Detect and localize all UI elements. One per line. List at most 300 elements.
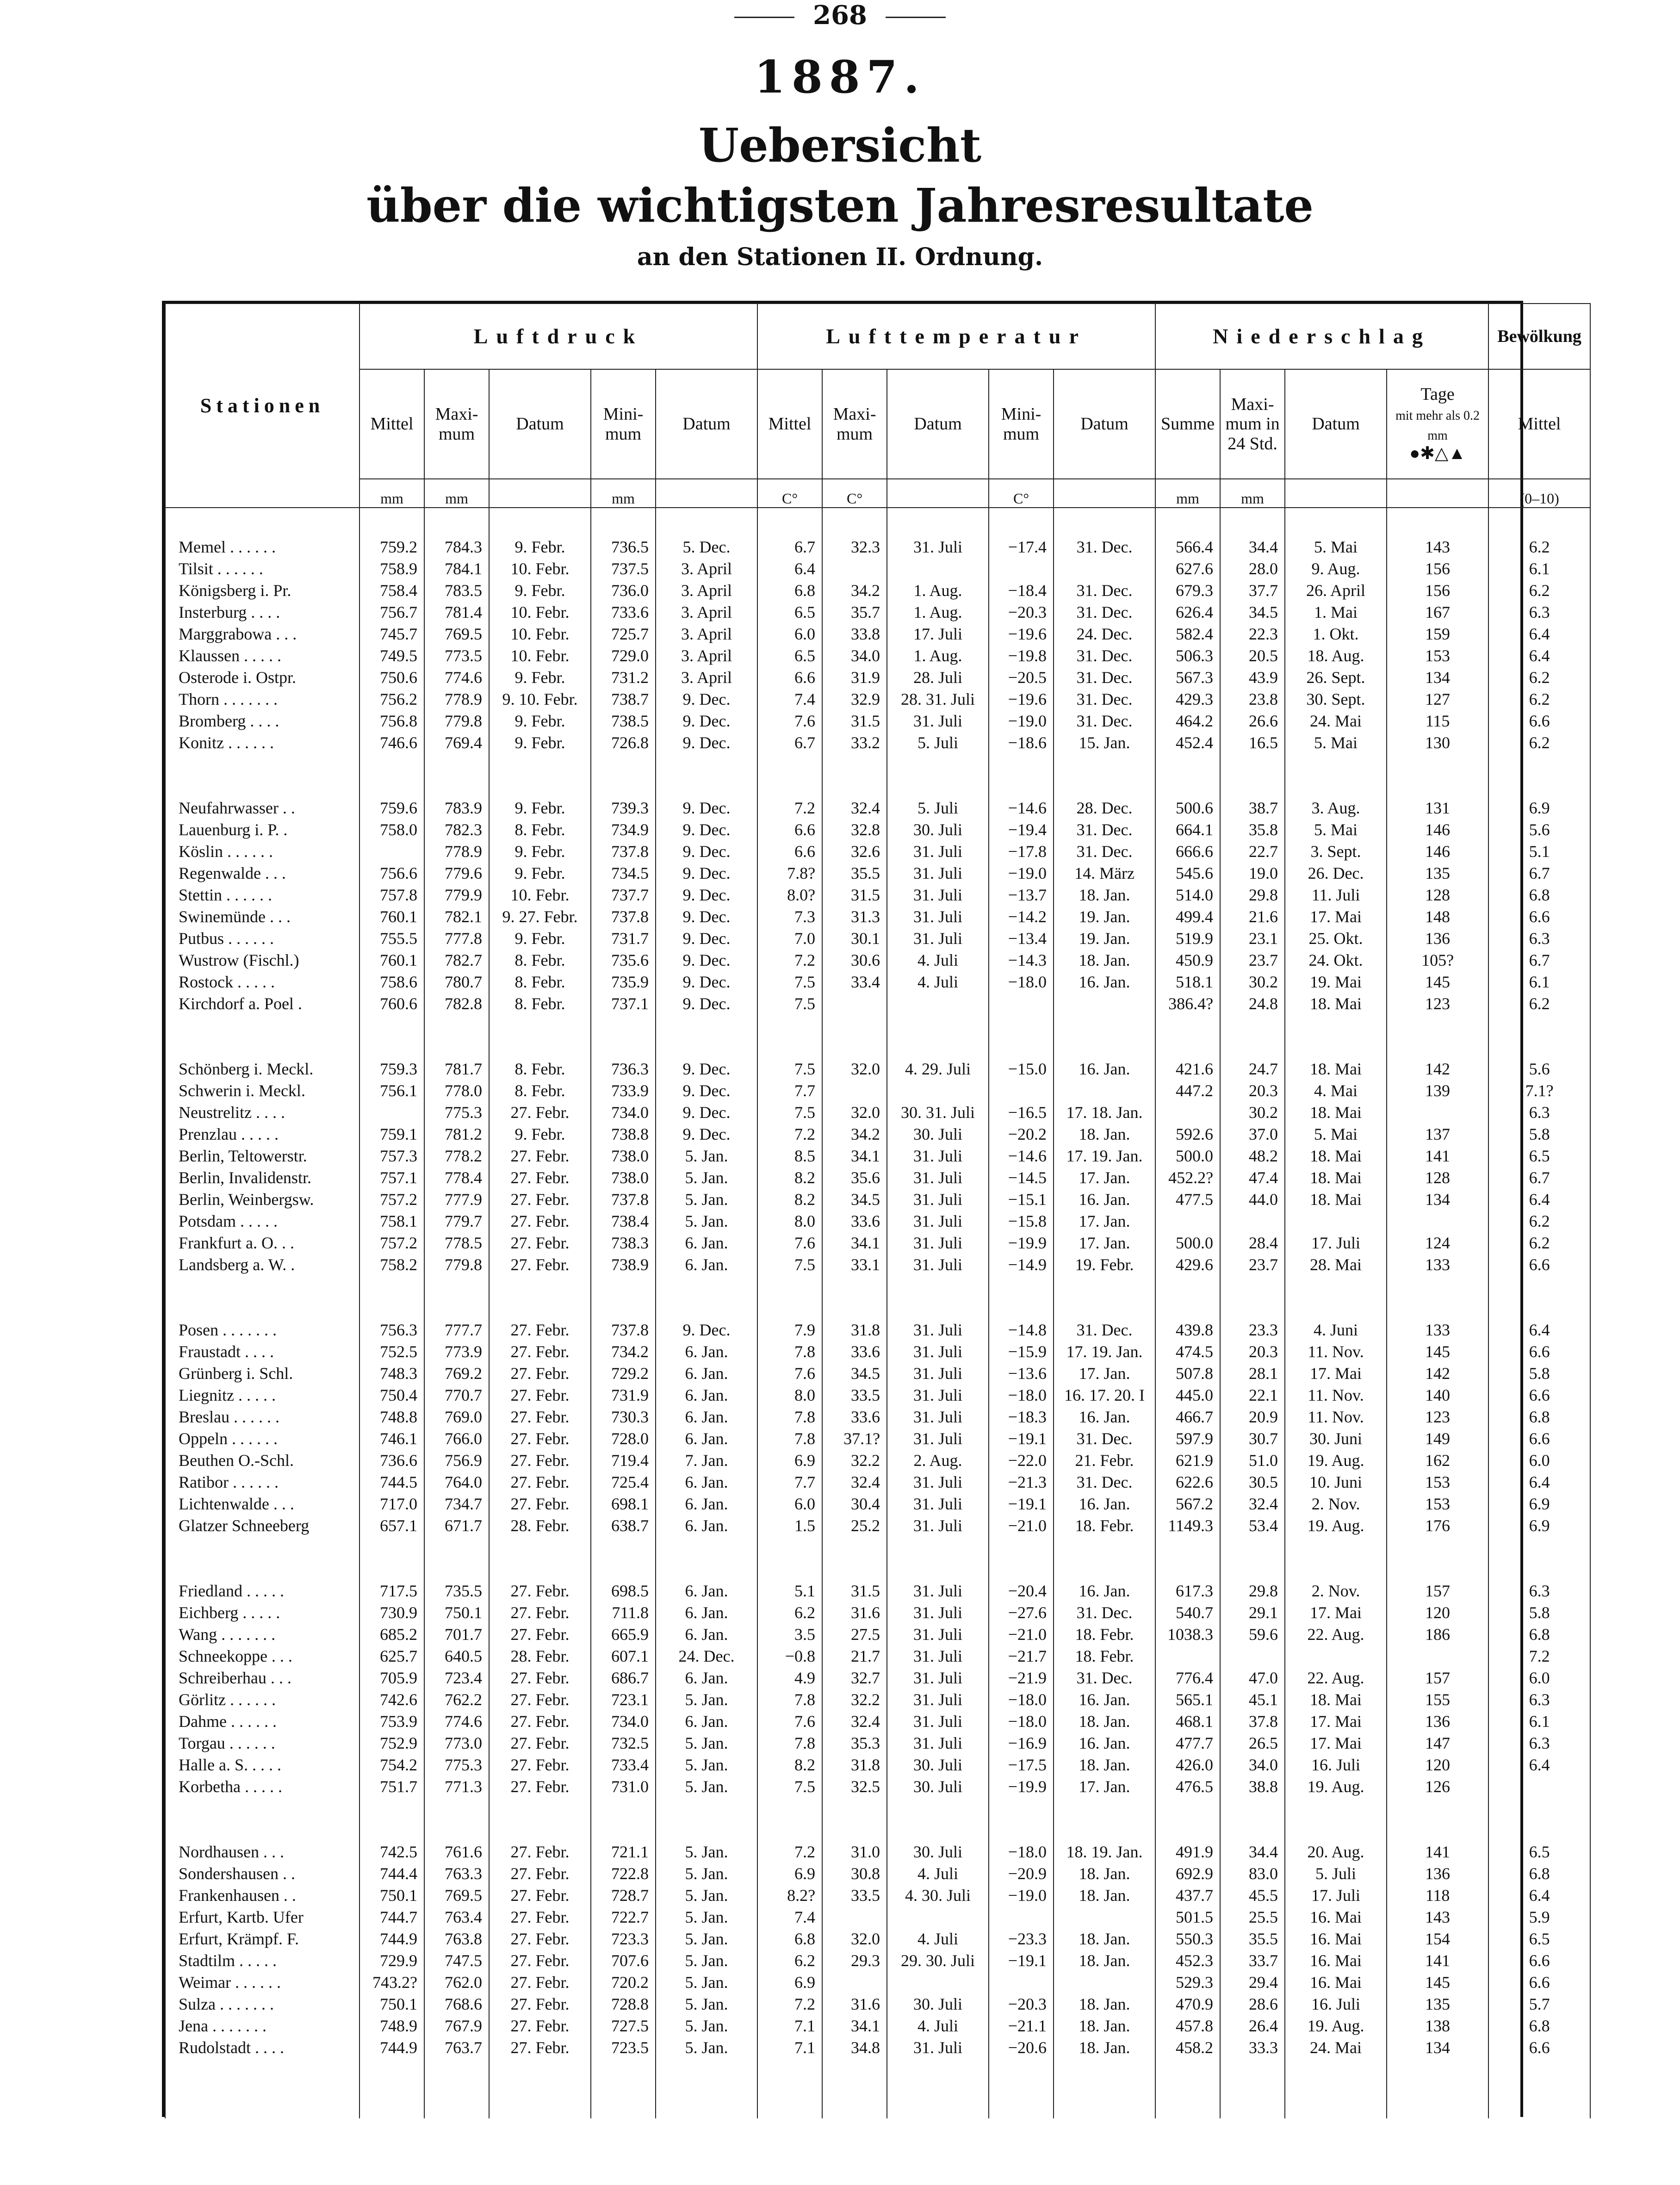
table-cell: 33.3: [1220, 2036, 1285, 2058]
table-cell: 27. Febr.: [489, 1254, 591, 1275]
table-cell: 4. Mai: [1285, 1080, 1387, 1101]
table-cell: 770.7: [424, 1384, 489, 1406]
temp-max-header: Maxi- mum: [822, 369, 887, 479]
table-cell: 685.2: [360, 1623, 424, 1645]
table-cell: −17.8: [989, 840, 1054, 862]
table-cell: 59.6: [1220, 1623, 1285, 1645]
table-row: [165, 1906, 1590, 1928]
table-cell: 18. Mai: [1285, 1688, 1387, 1710]
table-cell: 19. Aug.: [1285, 1449, 1387, 1471]
table-cell: 8.0?: [757, 884, 822, 906]
table-cell: 145: [1387, 971, 1488, 993]
table-cell: 17. 19. Jan.: [1054, 1145, 1155, 1167]
station-name: Marggrabowa . . .: [165, 623, 360, 645]
table-cell: 9. Dec.: [656, 710, 757, 732]
table-cell: 6.3: [1488, 1732, 1590, 1754]
table-cell: 18. Aug.: [1285, 645, 1387, 666]
station-name: Halle a. S. . . . .: [165, 1754, 360, 1775]
table-cell: 784.3: [424, 536, 489, 558]
table-cell: 24. Mai: [1285, 2036, 1387, 2058]
table-cell: 7.5: [757, 1101, 822, 1123]
table-cell: 34.0: [1220, 1754, 1285, 1775]
table-cell: 726.8: [591, 732, 656, 753]
table-cell: 20.5: [1220, 645, 1285, 666]
table-cell: −20.9: [989, 1862, 1054, 1884]
table-cell: 6.2: [1488, 666, 1590, 688]
table-cell: 16. Jan.: [1054, 1058, 1155, 1080]
table-cell: 744.7: [360, 1906, 424, 1928]
table-cell: 30. Juli: [887, 1754, 989, 1775]
table-cell: 758.2: [360, 1254, 424, 1275]
pressure-max-header: Maxi- mum: [424, 369, 489, 479]
table-cell: 6.0: [757, 1493, 822, 1515]
table-cell: 9. Dec.: [656, 906, 757, 927]
table-cell: 7.4: [757, 1906, 822, 1928]
table-cell: 9. Febr.: [489, 797, 591, 819]
table-cell: −13.7: [989, 884, 1054, 906]
table-cell: 48.2: [1220, 1145, 1285, 1167]
table-cell: 6. Jan.: [656, 1406, 757, 1428]
table-row: [165, 1406, 1590, 1428]
table-cell: 8. Febr.: [489, 1080, 591, 1101]
table-cell: 31. Juli: [887, 1688, 989, 1710]
table-cell: 24.8: [1220, 993, 1285, 1014]
table-row: [165, 1210, 1590, 1232]
table-cell: 746.6: [360, 732, 424, 753]
station-name: Berlin, Weinbergsw.: [165, 1188, 360, 1210]
table-cell: 11. Nov.: [1285, 1406, 1387, 1428]
table-cell: 3. April: [656, 645, 757, 666]
table-cell: 735.6: [591, 949, 656, 971]
station-name: Korbetha . . . . .: [165, 1775, 360, 1797]
table-cell: 31. Juli: [887, 1384, 989, 1406]
station-name: Posen . . . . . . .: [165, 1319, 360, 1341]
group-spacer: [165, 508, 1590, 536]
table-cell: 19. Aug.: [1285, 1775, 1387, 1797]
table-cell: −27.6: [989, 1602, 1054, 1623]
table-cell: 28.1: [1220, 1362, 1285, 1384]
table-cell: 7.8: [757, 1428, 822, 1449]
table-cell: 27. Febr.: [489, 2015, 591, 2036]
table-cell: 778.9: [424, 688, 489, 710]
table-cell: 18. Jan.: [1054, 884, 1155, 906]
table-cell: 21. Febr.: [1054, 1449, 1155, 1471]
table-cell: [1054, 993, 1155, 1014]
table-cell: 45.1: [1220, 1688, 1285, 1710]
table-cell: [1054, 1906, 1155, 1928]
table-cell: 756.8: [360, 710, 424, 732]
table-cell: 18. Mai: [1285, 1058, 1387, 1080]
table-cell: 32.0: [822, 1101, 887, 1123]
table-cell: 723.1: [591, 1688, 656, 1710]
table-cell: [1054, 558, 1155, 579]
table-cell: 6.4: [1488, 1471, 1590, 1493]
table-cell: 780.7: [424, 971, 489, 993]
table-row: [165, 993, 1590, 1014]
table-row: [165, 1884, 1590, 1906]
table-cell: 747.5: [424, 1949, 489, 1971]
table-cell: 20. Aug.: [1285, 1841, 1387, 1862]
table-cell: 9. Febr.: [489, 710, 591, 732]
table-cell: 27. Febr.: [489, 1775, 591, 1797]
table-cell: 731.2: [591, 666, 656, 688]
table-cell: 34.8: [822, 2036, 887, 2058]
table-cell: 625.7: [360, 1645, 424, 1667]
table-cell: 9. Febr.: [489, 840, 591, 862]
table-cell: 6.4: [1488, 623, 1590, 645]
station-name: Klaussen . . . . .: [165, 645, 360, 666]
table-cell: 32.4: [1220, 1493, 1285, 1515]
table-cell: 627.6: [1155, 558, 1220, 579]
table-cell: 7.5: [757, 1775, 822, 1797]
table-cell: 8. Febr.: [489, 971, 591, 993]
table-cell: 750.1: [424, 1602, 489, 1623]
table-cell: 421.6: [1155, 1058, 1220, 1080]
table-cell: 6. Jan.: [656, 1362, 757, 1384]
table-cell: 6.8: [1488, 1623, 1590, 1645]
table-row: [165, 1254, 1590, 1275]
table-cell: −14.2: [989, 906, 1054, 927]
table-cell: −20.4: [989, 1580, 1054, 1602]
table-cell: 27. Febr.: [489, 1906, 591, 1928]
table-cell: 698.1: [591, 1493, 656, 1515]
table-cell: 782.8: [424, 993, 489, 1014]
table-cell: 16. Juli: [1285, 1754, 1387, 1775]
table-cell: 748.8: [360, 1406, 424, 1428]
station-name: Rudolstadt . . . .: [165, 2036, 360, 2058]
table-cell: 6.6: [1488, 1949, 1590, 1971]
table-cell: 16. Mai: [1285, 1971, 1387, 1993]
table-cell: 16. Jan.: [1054, 1493, 1155, 1515]
table-cell: 734.7: [424, 1493, 489, 1515]
table-cell: 782.1: [424, 906, 489, 927]
table-cell: 7.2: [757, 797, 822, 819]
table-cell: 31. Juli: [887, 1732, 989, 1754]
table-cell: 750.4: [360, 1384, 424, 1406]
table-cell: [1155, 1210, 1220, 1232]
table-cell: −15.0: [989, 1058, 1054, 1080]
table-cell: 763.4: [424, 1906, 489, 1928]
table-cell: −20.6: [989, 2036, 1054, 2058]
table-cell: 621.9: [1155, 1449, 1220, 1471]
table-cell: 27. Febr.: [489, 1667, 591, 1688]
table-cell: 29. 30. Juli: [887, 1949, 989, 1971]
table-row: [165, 645, 1590, 666]
table-cell: 730.3: [591, 1406, 656, 1428]
precip-sum-header: Summe: [1155, 369, 1220, 479]
table-row: [165, 579, 1590, 601]
table-row: [165, 1058, 1590, 1080]
table-cell: 30.5: [1220, 1471, 1285, 1493]
table-row: [165, 2036, 1590, 2058]
table-row: [165, 1428, 1590, 1449]
table-cell: 6. Jan.: [656, 1602, 757, 1623]
pressure-max-date-header: Datum: [489, 369, 591, 479]
table-cell: 30. 31. Juli: [887, 1101, 989, 1123]
table-cell: 728.7: [591, 1884, 656, 1906]
niederschlag-header: Niederschlag: [1155, 304, 1488, 369]
table-cell: 8. Febr.: [489, 993, 591, 1014]
table-cell: 6.5: [1488, 1841, 1590, 1862]
table-cell: 27. Febr.: [489, 1754, 591, 1775]
table-cell: 25.2: [822, 1515, 887, 1536]
table-cell: 17. Mai: [1285, 1732, 1387, 1754]
table-cell: 500.0: [1155, 1232, 1220, 1254]
table-cell: 10. Juni: [1285, 1471, 1387, 1493]
table-cell: 31. Dec.: [1054, 819, 1155, 840]
table-cell: 3. Sept.: [1285, 840, 1387, 862]
table-cell: 7.5: [757, 993, 822, 1014]
table-cell: 35.8: [1220, 819, 1285, 840]
table-cell: 5. Mai: [1285, 819, 1387, 840]
table-cell: 24. Mai: [1285, 710, 1387, 732]
table-cell: 31.6: [822, 1993, 887, 2015]
table-row: [165, 1384, 1590, 1406]
table-cell: 6. Jan.: [656, 1254, 757, 1275]
table-cell: 622.6: [1155, 1471, 1220, 1493]
table-cell: 728.8: [591, 1993, 656, 2015]
table-cell: 781.7: [424, 1058, 489, 1080]
table-cell: 777.8: [424, 927, 489, 949]
table-cell: 31. Dec.: [1054, 1471, 1155, 1493]
table-cell: 31. Juli: [887, 1667, 989, 1688]
table-cell: 34.1: [822, 1232, 887, 1254]
table-cell: 28.6: [1220, 1993, 1285, 2015]
table-cell: 18. Jan.: [1054, 2015, 1155, 2036]
table-cell: 6.2: [1488, 732, 1590, 753]
table-cell: 30. Juli: [887, 1993, 989, 2015]
table-cell: 31. Juli: [887, 1188, 989, 1210]
table-cell: 10. Febr.: [489, 884, 591, 906]
table-row: [165, 2015, 1590, 2036]
table-cell: 31. Juli: [887, 840, 989, 862]
bewoelkung-header: Bewölkung: [1488, 304, 1590, 369]
table-cell: 123: [1387, 993, 1488, 1014]
table-cell: 6.2: [1488, 1210, 1590, 1232]
table-cell: 779.8: [424, 710, 489, 732]
precip-days-header: [1387, 369, 1488, 479]
table-cell: 120: [1387, 1602, 1488, 1623]
table-cell: 756.1: [360, 1080, 424, 1101]
table-cell: 28. Dec.: [1054, 797, 1155, 819]
table-cell: 5. Juli: [887, 732, 989, 753]
table-cell: 5. Jan.: [656, 1884, 757, 1906]
table-cell: 143: [1387, 1906, 1488, 1928]
table-cell: [1054, 1971, 1155, 1993]
table-cell: 514.0: [1155, 884, 1220, 906]
table-cell: 136: [1387, 1862, 1488, 1884]
table-cell: 31.3: [822, 906, 887, 927]
table-cell: 1. Mai: [1285, 601, 1387, 623]
temp-min-header: Mini- mum: [989, 369, 1054, 479]
table-cell: 6.9: [757, 1449, 822, 1471]
temp-max-date-header: Datum: [887, 369, 989, 479]
table-cell: −18.3: [989, 1406, 1054, 1428]
table-cell: 1. Aug.: [887, 601, 989, 623]
table-cell: 477.7: [1155, 1732, 1220, 1754]
table-cell: 4. 29. Juli: [887, 1058, 989, 1080]
table-cell: 6.8: [757, 1928, 822, 1949]
unit-mm: mm: [591, 479, 656, 508]
table-cell: 8.0: [757, 1384, 822, 1406]
table-cell: 18. Jan.: [1054, 1993, 1155, 2015]
table-cell: 31.8: [822, 1754, 887, 1775]
table-cell: 5. Jan.: [656, 1688, 757, 1710]
station-name: Erfurt, Krämpf. F.: [165, 1928, 360, 1949]
table-cell: 27. Febr.: [489, 1101, 591, 1123]
table-cell: 11. Nov.: [1285, 1384, 1387, 1406]
table-cell: 736.5: [591, 536, 656, 558]
table-cell: 146: [1387, 819, 1488, 840]
table-cell: 776.4: [1155, 1667, 1220, 1688]
station-name: Insterburg . . . .: [165, 601, 360, 623]
table-cell: 27. Febr.: [489, 1341, 591, 1362]
table-cell: 7.8: [757, 1688, 822, 1710]
table-cell: 18. Mai: [1285, 1101, 1387, 1123]
table-cell: 734.0: [591, 1101, 656, 1123]
table-cell: 774.6: [424, 666, 489, 688]
table-cell: 17. Mai: [1285, 1710, 1387, 1732]
table-cell: 5.9: [1488, 1906, 1590, 1928]
table-cell: 5. Jan.: [656, 1841, 757, 1862]
table-cell: 126: [1387, 1775, 1488, 1797]
table-cell: 6.8: [1488, 1862, 1590, 1884]
table-cell: 6.7: [1488, 949, 1590, 971]
table-cell: 27. Febr.: [489, 1710, 591, 1732]
table-cell: −20.3: [989, 601, 1054, 623]
group-spacer: [165, 1014, 1590, 1058]
table-cell: 155: [1387, 1688, 1488, 1710]
table-cell: 6.2: [757, 1949, 822, 1971]
table-cell: 31. Juli: [887, 1254, 989, 1275]
table-cell: 6.7: [1488, 1167, 1590, 1188]
table-cell: 567.3: [1155, 666, 1220, 688]
table-cell: 27. Febr.: [489, 1688, 591, 1710]
station-name: Ratibor . . . . . .: [165, 1471, 360, 1493]
table-row: [165, 1645, 1590, 1667]
table-cell: 22.3: [1220, 623, 1285, 645]
table-cell: 18. 19. Jan.: [1054, 1841, 1155, 1862]
table-cell: 6.6: [1488, 1971, 1590, 1993]
table-cell: 6. Jan.: [656, 1341, 757, 1362]
table-cell: 507.8: [1155, 1362, 1220, 1384]
table-cell: 7.9: [757, 1319, 822, 1341]
table-cell: 540.7: [1155, 1602, 1220, 1623]
table-row: [165, 862, 1590, 884]
table-cell: 128: [1387, 884, 1488, 906]
table-cell: 16.5: [1220, 732, 1285, 753]
table-cell: 769.4: [424, 732, 489, 753]
table-cell: 6.3: [1488, 601, 1590, 623]
table-cell: 33.6: [822, 1341, 887, 1362]
table-cell: 16. Jan.: [1054, 1732, 1155, 1754]
table-cell: 6.6: [1488, 1384, 1590, 1406]
table-cell: 1. Okt.: [1285, 623, 1387, 645]
table-cell: 17. Jan.: [1054, 1232, 1155, 1254]
table-cell: 18. Mai: [1285, 1167, 1387, 1188]
station-name: Wustrow (Fischl.): [165, 949, 360, 971]
table-cell: 28. Febr.: [489, 1515, 591, 1536]
table-cell: 35.6: [822, 1167, 887, 1188]
table-cell: 7.6: [757, 1362, 822, 1384]
table-cell: [822, 1971, 887, 1993]
table-cell: 769.2: [424, 1362, 489, 1384]
table-cell: −20.5: [989, 666, 1054, 688]
table-cell: 3. April: [656, 601, 757, 623]
table-cell: 6.6: [1488, 1254, 1590, 1275]
table-cell: 8.2: [757, 1754, 822, 1775]
table-cell: 1.5: [757, 1515, 822, 1536]
table-cell: [1220, 1645, 1285, 1667]
table-cell: 705.9: [360, 1667, 424, 1688]
table-cell: 5.8: [1488, 1602, 1590, 1623]
table-cell: 756.9: [424, 1449, 489, 1471]
table-cell: 9. Dec.: [656, 862, 757, 884]
table-cell: [360, 1101, 424, 1123]
table-cell: 31.9: [822, 666, 887, 688]
table-cell: −23.3: [989, 1928, 1054, 1949]
table-cell: 5. Jan.: [656, 1210, 757, 1232]
station-name: Lichtenwalde . . .: [165, 1493, 360, 1515]
table-cell: 757.2: [360, 1232, 424, 1254]
table-cell: 136: [1387, 927, 1488, 949]
table-cell: 734.5: [591, 862, 656, 884]
table-cell: 729.2: [591, 1362, 656, 1384]
table-cell: 128: [1387, 1167, 1488, 1188]
unit-mm: mm: [360, 479, 424, 508]
station-name: Wang . . . . . . .: [165, 1623, 360, 1645]
station-name: Swinemünde . . .: [165, 906, 360, 927]
table-row: [165, 1471, 1590, 1493]
table-cell: 21.6: [1220, 906, 1285, 927]
table-cell: 23.7: [1220, 1254, 1285, 1275]
table-cell: 758.9: [360, 558, 424, 579]
table-cell: 17. 18. Jan.: [1054, 1101, 1155, 1123]
table-cell: 457.8: [1155, 2015, 1220, 2036]
table-cell: 27. Febr.: [489, 1428, 591, 1449]
table-cell: 6.2: [1488, 579, 1590, 601]
table-cell: −18.0: [989, 1710, 1054, 1732]
table-cell: −19.1: [989, 1949, 1054, 1971]
table-cell: 6. Jan.: [656, 1667, 757, 1688]
table-cell: 4. Juli: [887, 971, 989, 993]
table-cell: 5.8: [1488, 1362, 1590, 1384]
table-cell: 7.1?: [1488, 1080, 1590, 1101]
tage-note: mit mehr als 0.2 mm: [1395, 408, 1480, 443]
table-cell: −19.1: [989, 1493, 1054, 1515]
table-cell: 134: [1387, 1188, 1488, 1210]
table-cell: 468.1: [1155, 1710, 1220, 1732]
table-cell: [887, 558, 989, 579]
table-cell: 31. Juli: [887, 1319, 989, 1341]
table-cell: 738.3: [591, 1232, 656, 1254]
table-cell: 550.3: [1155, 1928, 1220, 1949]
table-cell: 115: [1387, 710, 1488, 732]
table-cell: −13.4: [989, 927, 1054, 949]
table-cell: 6.9: [757, 1971, 822, 1993]
table-cell: 9. Dec.: [656, 840, 757, 862]
table-cell: 5. Jan.: [656, 1971, 757, 1993]
station-name: Thorn . . . . . . .: [165, 688, 360, 710]
cloud-mean-header: Mittel: [1488, 369, 1590, 479]
table-cell: 783.5: [424, 579, 489, 601]
table-cell: 729.9: [360, 1949, 424, 1971]
table-cell: 545.6: [1155, 862, 1220, 884]
table-cell: 738.0: [591, 1167, 656, 1188]
table-cell: 6.6: [1488, 1341, 1590, 1362]
table-cell: 9. Febr.: [489, 1123, 591, 1145]
table-cell: 8. Febr.: [489, 949, 591, 971]
